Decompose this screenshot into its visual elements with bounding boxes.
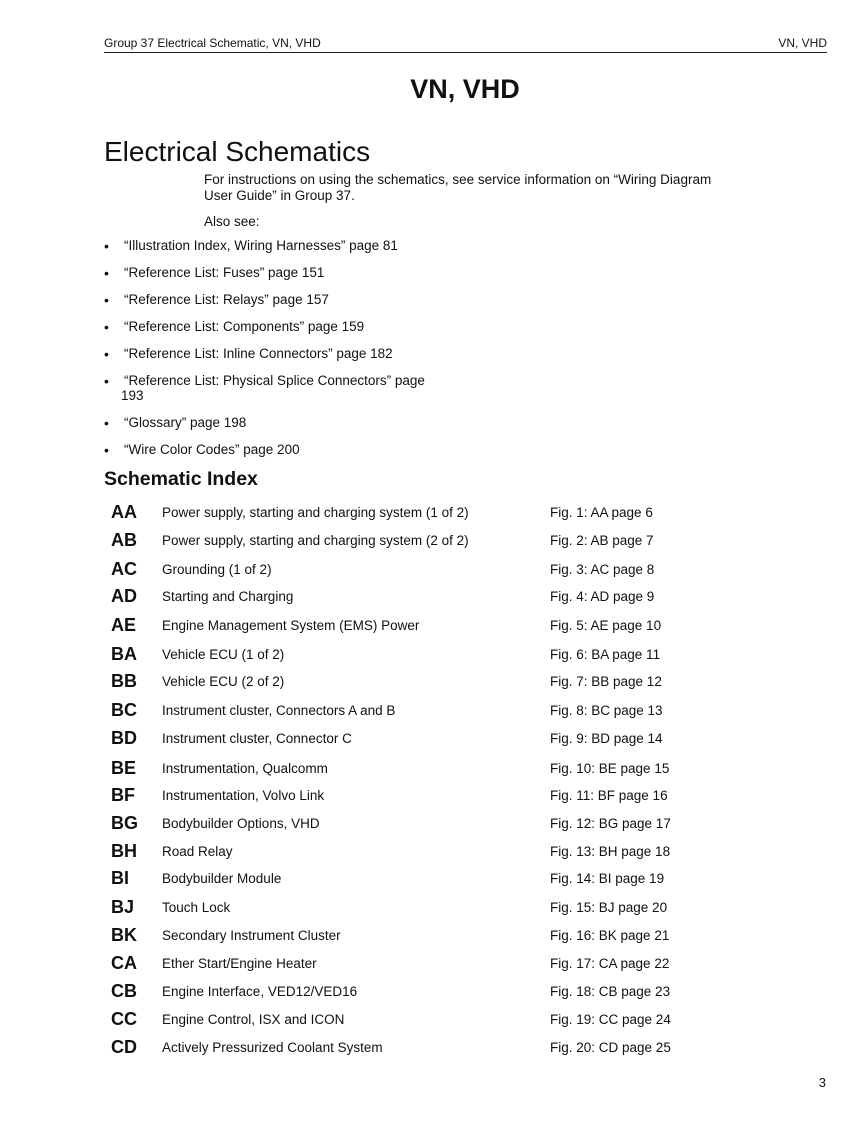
schematic-code: AC [111, 559, 137, 579]
schematic-description: Starting and Charging [162, 589, 294, 604]
schematic-figure-ref[interactable]: Fig. 11: BF page 16 [550, 788, 668, 803]
bullet-icon: • [104, 319, 109, 335]
schematic-figure-ref[interactable]: Fig. 10: BE page 15 [550, 761, 670, 776]
schematic-figure-ref[interactable]: Fig. 14: BI page 19 [550, 871, 665, 886]
list-item[interactable] [104, 442, 504, 457]
schematic-description: Secondary Instrument Cluster [162, 928, 341, 943]
bullet-icon: • [104, 373, 109, 389]
schematic-code: CB [111, 981, 137, 1001]
table-row[interactable] [0, 586, 866, 610]
list-item[interactable] [104, 346, 504, 361]
table-row[interactable] [0, 700, 866, 724]
schematic-figure-ref[interactable]: Fig. 18: CB page 23 [550, 984, 671, 999]
header-left-text: Group 37 Electrical Schematic, VN, VHD [104, 36, 321, 50]
schematic-figure-ref[interactable]: Fig. 5: AE page 10 [550, 618, 662, 633]
schematic-figure-ref[interactable]: Fig. 8: BC page 13 [550, 703, 663, 718]
schematic-index-title: Schematic Index [104, 468, 258, 490]
schematic-code: CA [111, 953, 137, 973]
schematic-figure-ref[interactable]: Fig. 7: BB page 12 [550, 674, 662, 689]
schematic-figure-ref[interactable]: Fig. 2: AB page 7 [550, 533, 654, 548]
schematic-figure-ref[interactable]: Fig. 16: BK page 21 [550, 928, 670, 943]
list-item-text: “Reference List: Components” page 159 [124, 319, 365, 334]
bullet-icon: • [104, 415, 109, 431]
schematic-code: AA [111, 502, 137, 522]
list-item-text: “Reference List: Fuses” page 151 [124, 265, 325, 280]
bullet-icon: • [104, 292, 109, 308]
schematic-code: BJ [111, 897, 135, 917]
intro-line-2: User Guide” in Group 37. [204, 188, 355, 203]
schematic-description: Grounding (1 of 2) [162, 562, 272, 577]
list-item-text-line-1: “Reference List: Physical Splice Connectors” page [124, 373, 425, 388]
bullet-icon: • [104, 346, 109, 362]
schematic-description: Engine Control, ISX and ICON [162, 1012, 345, 1027]
section-title: Electrical Schematics [104, 136, 371, 167]
table-row[interactable] [0, 868, 866, 892]
schematic-figure-ref[interactable]: Fig. 15: BJ page 20 [550, 900, 668, 915]
schematic-description: Vehicle ECU (1 of 2) [162, 647, 285, 662]
list-item[interactable] [104, 415, 504, 430]
schematic-figure-ref[interactable]: Fig. 9: BD page 14 [550, 731, 663, 746]
table-row[interactable] [0, 502, 866, 526]
header-right-text: VN, VHD [778, 36, 827, 50]
table-row[interactable] [0, 785, 866, 809]
table-row[interactable] [0, 644, 866, 668]
also-see-label: Also see: [204, 214, 260, 229]
table-row[interactable] [0, 925, 866, 949]
table-row[interactable] [0, 953, 866, 977]
list-item-text: “Illustration Index, Wiring Harnesses” page 81 [124, 238, 398, 253]
table-row[interactable] [0, 615, 866, 639]
schematic-description: Engine Interface, VED12/VED16 [162, 984, 358, 999]
page-header [104, 36, 827, 53]
schematic-description: Instrument cluster, Connectors A and B [162, 703, 396, 718]
list-item-text [104, 373, 504, 403]
list-item[interactable] [104, 265, 504, 280]
schematic-description: Touch Lock [162, 900, 231, 915]
schematic-figure-ref[interactable]: Fig. 4: AD page 9 [550, 589, 655, 604]
list-item[interactable] [104, 373, 504, 403]
schematic-description: Vehicle ECU (2 of 2) [162, 674, 285, 689]
schematic-description: Instrumentation, Volvo Link [162, 788, 325, 803]
schematic-figure-ref[interactable]: Fig. 13: BH page 18 [550, 844, 671, 859]
schematic-code: BE [111, 758, 137, 778]
schematic-description: Actively Pressurized Coolant System [162, 1040, 383, 1055]
list-item-text: “Reference List: Inline Connectors” page 182 [124, 346, 393, 361]
schematic-figure-ref[interactable]: Fig. 3: AC page 8 [550, 562, 655, 577]
schematic-code: BF [111, 785, 135, 805]
table-row[interactable] [0, 758, 866, 782]
schematic-code: BB [111, 671, 137, 691]
bullet-icon: • [104, 442, 109, 458]
schematic-code: BG [111, 813, 138, 833]
schematic-description: Bodybuilder Module [162, 871, 282, 886]
schematic-code: CD [111, 1037, 137, 1057]
schematic-figure-ref[interactable]: Fig. 12: BG page 17 [550, 816, 671, 831]
list-item-text: “Glossary” page 198 [124, 415, 247, 430]
schematic-code: AD [111, 586, 137, 606]
intro-line-1: For instructions on using the schematics, see service information on “Wiring Diagram [204, 172, 712, 187]
bullet-icon: • [104, 265, 109, 281]
page-title: VN, VHD [410, 74, 520, 104]
schematic-figure-ref[interactable]: Fig. 1: AA page 6 [550, 505, 653, 520]
bullet-icon: • [104, 238, 109, 254]
table-row[interactable] [0, 841, 866, 865]
intro-paragraph [204, 172, 744, 204]
schematic-code: AE [111, 615, 137, 635]
table-row[interactable] [0, 897, 866, 921]
table-row[interactable] [0, 728, 866, 752]
list-item-text-line-2: 193 [121, 388, 144, 403]
schematic-description: Bodybuilder Options, VHD [162, 816, 320, 831]
schematic-description: Power supply, starting and charging system (1 of 2) [162, 505, 469, 520]
schematic-figure-ref[interactable]: Fig. 17: CA page 22 [550, 956, 670, 971]
schematic-code: BH [111, 841, 137, 861]
schematic-code: BI [111, 868, 129, 888]
schematic-description: Instrument cluster, Connector C [162, 731, 352, 746]
schematic-code: AB [111, 530, 137, 550]
table-row[interactable] [0, 1037, 866, 1061]
list-item-text: “Wire Color Codes” page 200 [124, 442, 300, 457]
schematic-description: Instrumentation, Qualcomm [162, 761, 328, 776]
page-number: 3 [818, 1075, 826, 1090]
list-item[interactable] [104, 292, 504, 307]
schematic-code: CC [111, 1009, 137, 1029]
table-row[interactable] [0, 559, 866, 583]
schematic-description: Power supply, starting and charging system (2 of 2) [162, 533, 469, 548]
table-row[interactable] [0, 981, 866, 1005]
schematic-description: Engine Management System (EMS) Power [162, 618, 420, 633]
table-row[interactable] [0, 530, 866, 554]
schematic-description: Road Relay [162, 844, 233, 859]
list-item[interactable] [104, 238, 504, 253]
schematic-code: BA [111, 644, 137, 664]
schematic-figure-ref[interactable]: Fig. 20: CD page 25 [550, 1040, 671, 1055]
list-item-text: “Reference List: Relays” page 157 [124, 292, 329, 307]
schematic-description: Ether Start/Engine Heater [162, 956, 317, 971]
table-row[interactable] [0, 813, 866, 837]
schematic-figure-ref[interactable]: Fig. 6: BA page 11 [550, 647, 661, 662]
schematic-code: BK [111, 925, 137, 945]
table-row[interactable] [0, 671, 866, 695]
schematic-code: BC [111, 700, 137, 720]
list-item[interactable] [104, 319, 504, 334]
schematic-figure-ref[interactable]: Fig. 19: CC page 24 [550, 1012, 671, 1027]
table-row[interactable] [0, 1009, 866, 1033]
schematic-code: BD [111, 728, 137, 748]
